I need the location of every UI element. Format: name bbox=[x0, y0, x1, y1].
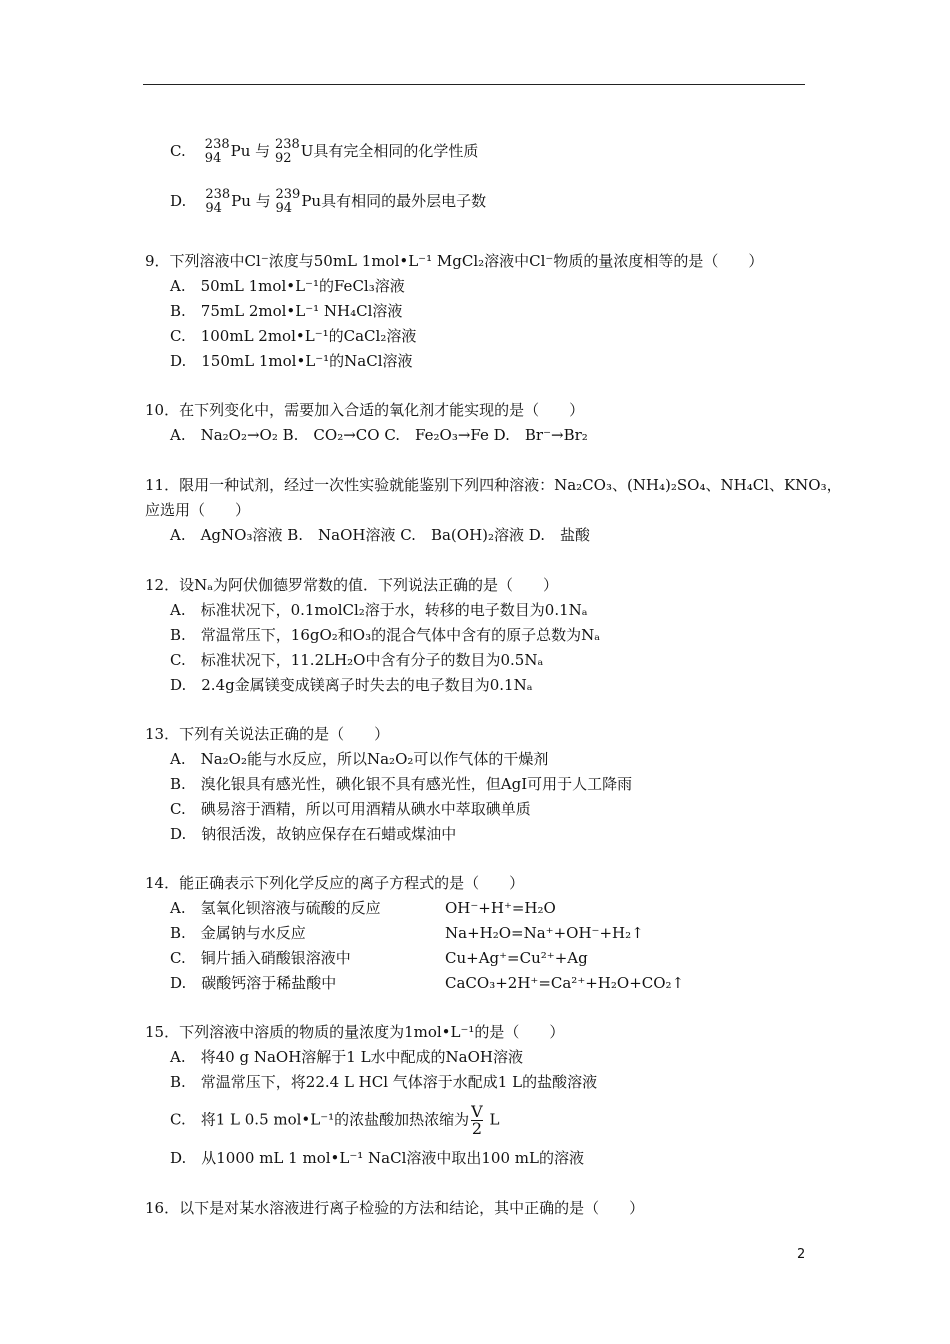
question-11-stem: 11．限用一种试剂，经过一次性实验就能鉴别下列四种溶液：Na₂CO₃、(NH₄)₂SO₄、NH₄Cl、KNO₃， bbox=[145, 476, 842, 494]
q11-options: A. AgNO₃溶液 B. NaOH溶液 C. Ba(OH)₂溶液 D. 盐酸 bbox=[170, 526, 591, 544]
question-11-stem-cont: 应选用（ ） bbox=[145, 501, 251, 519]
q14-option-d: D. 碳酸钙溶于稀盐酸中 bbox=[170, 974, 337, 992]
q13-option-d: D. 钠很活泼，故钠应保存在石蜡或煤油中 bbox=[170, 825, 457, 843]
q14-option-d-equation: CaCO₃+2H⁺=Ca²⁺+H₂O+CO₂↑ bbox=[445, 974, 685, 992]
q12-option-b: B. 常温常压下，16gO₂和O₃的混合气体中含有的原子总数为Nₐ bbox=[170, 626, 601, 644]
question-13-stem: 13．下列有关说法正确的是（ ） bbox=[145, 725, 390, 743]
q15-option-b: B. 常温常压下，将22.4 L HCl 气体溶于水配成1 L的盐酸溶液 bbox=[170, 1073, 598, 1091]
question-16-stem: 16．以下是对某水溶液进行离子检验的方法和结论，其中正确的是（ ） bbox=[145, 1199, 645, 1217]
q13-option-a: A. Na₂O₂能与水反应，所以Na₂O₂可以作气体的干燥剂 bbox=[170, 750, 549, 768]
question-10-stem: 10．在下列变化中，需要加入合适的氧化剂才能实现的是（ ） bbox=[145, 401, 585, 419]
nuclide-u-238: 238 92 bbox=[274, 137, 300, 166]
q15-option-c: C. 将1 L 0.5 mol•L⁻¹的浓盐酸加热浓缩为 $\frac{V}{2}$ L bbox=[170, 1102, 500, 1138]
q14-option-b-equation: Na+H₂O=Na⁺+OH⁻+H₂↑ bbox=[445, 924, 644, 942]
q12-option-a: A. 标准状况下，0.1molCl₂溶于水，转移的电子数目为0.1Nₐ bbox=[170, 601, 588, 619]
q12-option-c: C. 标准状况下，11.2LH₂O中含有分子的数目为0.5Nₐ bbox=[170, 651, 544, 669]
fraction-v-over-2: $\frac{V}{2}$ bbox=[471, 1102, 483, 1138]
question-9-stem: 9．下列溶液中Cl⁻浓度与50mL 1mol•L⁻¹ MgCl₂溶液中Cl⁻物质的量浓度相等的是（ ） bbox=[145, 252, 764, 270]
nuclide-pu-238: 238 94 bbox=[204, 137, 230, 166]
q13-option-c: C. 碘易溶于酒精，所以可用酒精从碘水中萃取碘单质 bbox=[170, 800, 531, 818]
q9-option-c: C. 100mL 2mol•L⁻¹的CaCl₂溶液 bbox=[170, 327, 417, 345]
q14-option-a: A. 氢氧化钡溶液与硫酸的反应 bbox=[170, 899, 381, 917]
q8-option-c: C. 238 94 Pu 与 238 92 U具有完全相同的化学性质 bbox=[170, 137, 479, 166]
q9-option-a: A. 50mL 1mol•L⁻¹的FeCl₃溶液 bbox=[170, 277, 405, 295]
q15-option-d: D. 从1000 mL 1 mol•L⁻¹ NaCl溶液中取出100 mL的溶液 bbox=[170, 1149, 584, 1167]
question-12-stem: 12．设Nₐ为阿伏伽德罗常数的值．下列说法正确的是（ ） bbox=[145, 576, 559, 594]
nuclide-pu-239: 239 94 bbox=[275, 187, 301, 216]
page-number: 2 bbox=[797, 1247, 806, 1262]
question-14-stem: 14．能正确表示下列化学反应的离子方程式的是（ ） bbox=[145, 874, 525, 892]
q15-option-a: A. 将40 g NaOH溶解于1 L水中配成的NaOH溶液 bbox=[170, 1048, 523, 1066]
q14-option-c: C. 铜片插入硝酸银溶液中 bbox=[170, 949, 351, 967]
q8-option-d: D. 238 94 Pu 与 239 94 Pu具有相同的最外层电子数 bbox=[170, 187, 487, 216]
q13-option-b: B. 溴化银具有感光性，碘化银不具有感光性，但AgI可用于人工降雨 bbox=[170, 775, 633, 793]
q12-option-d: D. 2.4g金属镁变成镁离子时失去的电子数目为0.1Nₐ bbox=[170, 676, 533, 694]
q9-option-b: B. 75mL 2mol•L⁻¹ NH₄Cl溶液 bbox=[170, 302, 403, 320]
q14-option-b: B. 金属钠与水反应 bbox=[170, 924, 306, 942]
q14-option-c-equation: Cu+Ag⁺=Cu²⁺+Ag bbox=[445, 949, 588, 967]
nuclide-pu-238: 238 94 bbox=[205, 187, 231, 216]
q9-option-d: D. 150mL 1mol•L⁻¹的NaCl溶液 bbox=[170, 352, 413, 370]
q14-option-a-equation: OH⁻+H⁺=H₂O bbox=[445, 899, 556, 917]
header-rule bbox=[143, 84, 805, 85]
q10-options: A. Na₂O₂→O₂ B. CO₂→CO C. Fe₂O₃→Fe D. Br⁻→Br₂ bbox=[170, 426, 588, 444]
question-15-stem: 15．下列溶液中溶质的物质的量浓度为1mol•L⁻¹的是（ ） bbox=[145, 1023, 565, 1041]
